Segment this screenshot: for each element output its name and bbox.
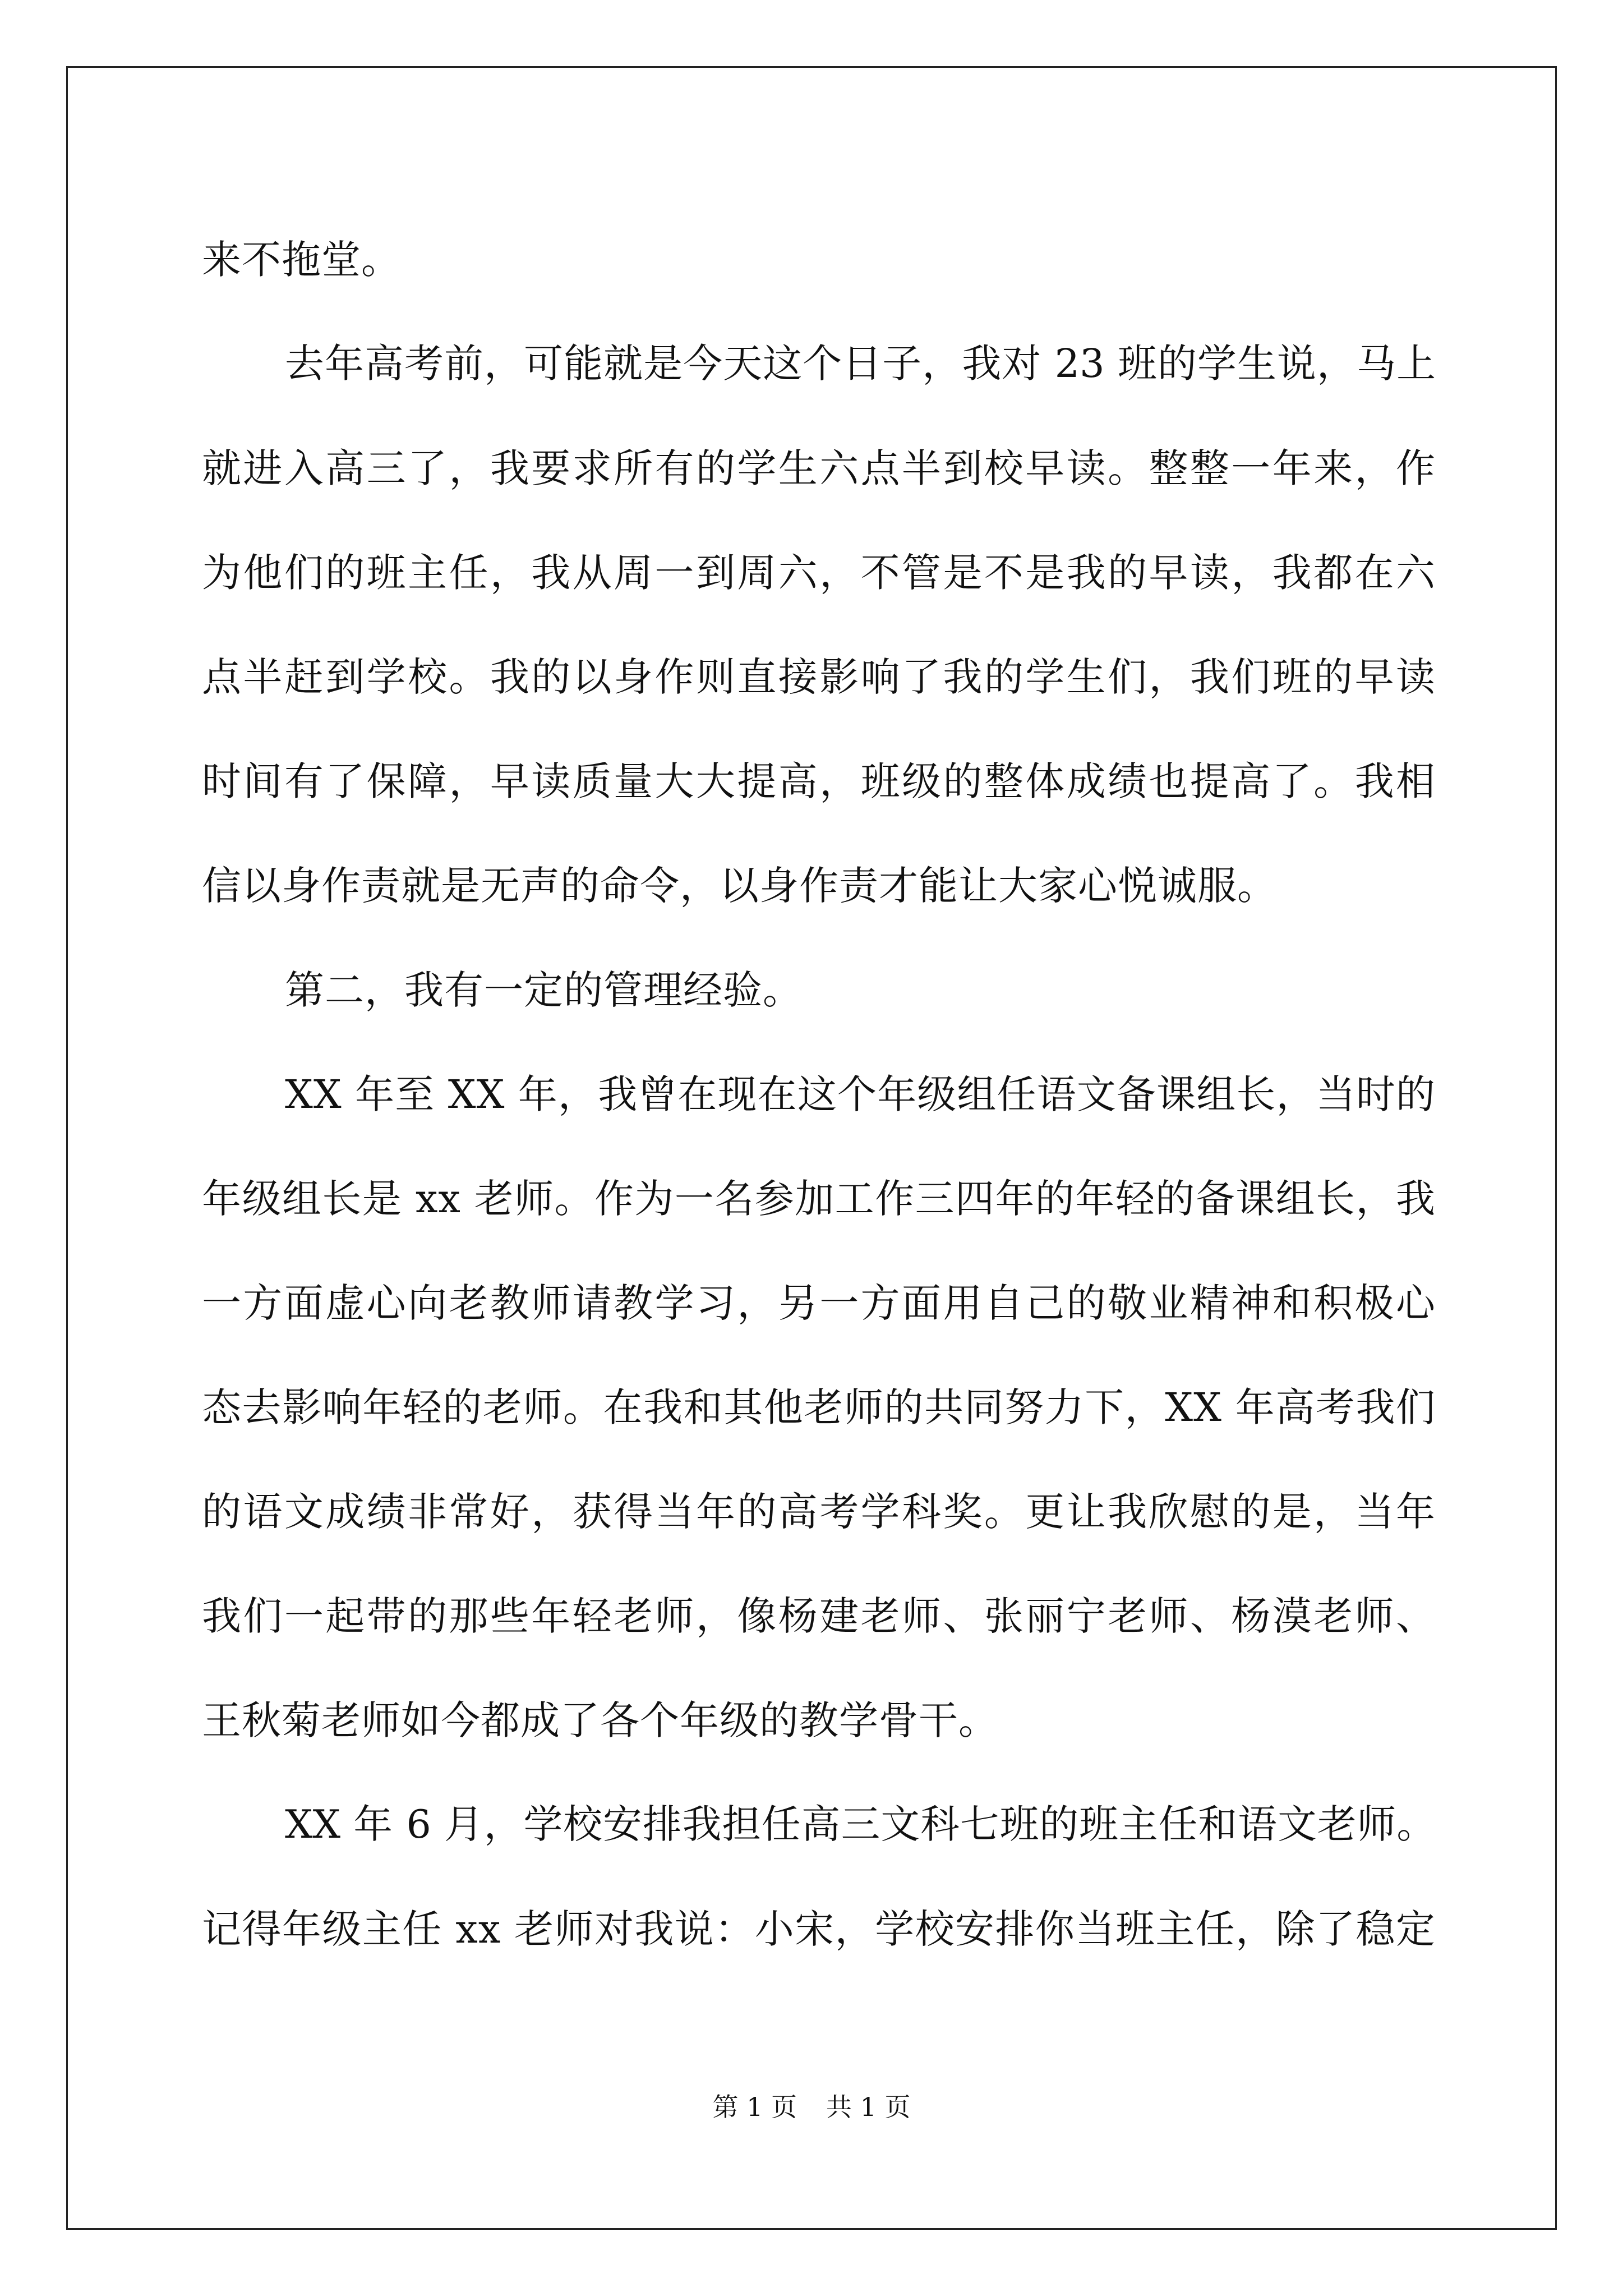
body-line: 点半赶到学校。我的以身作则直接影响了我的学生们，我们班的早读 (202, 654, 1436, 700)
body-line: 为他们的班主任，我从周一到周六，不管是不是我的早读，我都在六 (202, 550, 1436, 596)
body-line: 年级组长是 xx 老师。作为一名参加工作三四年的年轻的备课组长，我 (202, 1176, 1436, 1222)
body-line: 去年高考前，可能就是今天这个日子，我对 23 班的学生说，马上 (285, 341, 1436, 386)
page-number-total: 共 1 页 (826, 2092, 911, 2122)
page-footer (0, 2090, 1623, 2124)
body-line: XX 年至 XX 年，我曾在现在这个年级组任语文备课组长，当时的 (285, 1071, 1436, 1117)
body-line: XX 年 6 月，学校安排我担任高三文科七班的班主任和语文老师。 (285, 1802, 1436, 1847)
body-line: 信以身作责就是无声的命令，以身作责才能让大家心悦诚服。 (202, 863, 1277, 909)
body-line: 记得年级主任 xx 老师对我说：小宋，学校安排你当班主任，除了稳定 (202, 1906, 1436, 1952)
body-line: 来不拖堂。 (202, 237, 401, 283)
body-line: 一方面虚心向老教师请教学习，另一方面用自己的敬业精神和积极心 (202, 1280, 1436, 1326)
body-line: 第二，我有一定的管理经验。 (285, 967, 803, 1013)
body-line: 王秋菊老师如今都成了各个年级的教学骨干。 (202, 1697, 998, 1743)
body-line: 态去影响年轻的老师。在我和其他老师的共同努力下，XX 年高考我们 (202, 1384, 1436, 1430)
page-number-current: 第 1 页 (712, 2092, 797, 2122)
document-body (202, 208, 1436, 1981)
body-line: 的语文成绩非常好，获得当年的高考学科奖。更让我欣慰的是，当年 (202, 1489, 1436, 1535)
body-line: 我们一起带的那些年轻老师，像杨建老师、张丽宁老师、杨漠老师、 (202, 1593, 1436, 1639)
body-line: 就进入高三了，我要求所有的学生六点半到校早读。整整一年来，作 (202, 445, 1436, 491)
body-line: 时间有了保障，早读质量大大提高，班级的整体成绩也提高了。我相 (202, 758, 1436, 804)
